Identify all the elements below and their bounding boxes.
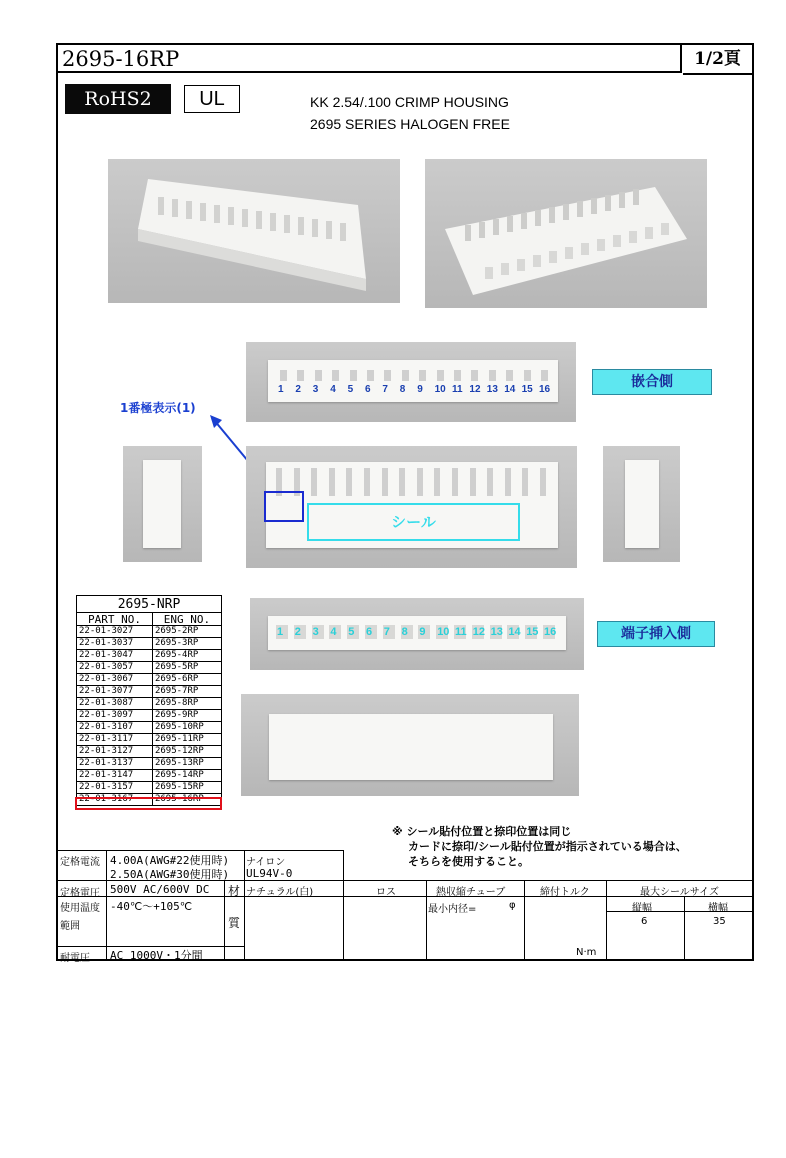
eng-no-cell: 2695-11RP	[152, 734, 221, 746]
shrink-min-diameter: 最小内径=	[428, 904, 477, 915]
terminal-side-label: 端子挿入側	[597, 621, 715, 647]
spec-line	[343, 850, 344, 960]
pin-slot	[489, 370, 496, 381]
pin-number-top: 8	[399, 384, 406, 395]
note-line-2: カードに捺印/シール貼付位置が指示されている場合は、	[408, 840, 687, 853]
note-line-3: そちらを使用すること。	[408, 855, 529, 868]
spec-line	[684, 896, 685, 960]
back-view-photo	[241, 694, 579, 796]
eng-no-cell: 2695-12RP	[152, 746, 221, 758]
material-2: UL94V-0	[246, 867, 293, 880]
pin-number-bottom: 15	[526, 626, 539, 638]
subtitle-line-2: 2695 SERIES HALOGEN FREE	[310, 116, 510, 132]
eng-no-cell: 2695-2RP	[152, 626, 221, 638]
col-shrink-tube: 熱収縮チューブ	[436, 887, 506, 898]
pin-slot	[541, 370, 548, 381]
col-eng-no: ENG NO.	[152, 613, 221, 626]
pin-number-top: 13	[486, 384, 498, 395]
col-height: 縦幅	[632, 903, 652, 914]
col-ross: ロス	[376, 887, 396, 898]
col-part-no: PART NO.	[77, 613, 153, 626]
eng-no-cell: 2695-6RP	[152, 674, 221, 686]
pin-number-bottom: 2	[294, 626, 301, 638]
seal-label: シール	[391, 513, 436, 531]
col-width: 横幅	[708, 903, 728, 914]
pin-number-bottom: 1	[277, 626, 284, 638]
pin-slot	[437, 370, 444, 381]
eng-no-cell: 2695-4RP	[152, 650, 221, 662]
pin-slot	[402, 370, 409, 381]
table-row	[77, 758, 222, 770]
table-row	[77, 710, 222, 722]
part-no-cell: 22-01-3087	[77, 698, 153, 710]
spec-line	[606, 911, 752, 912]
housing-slot	[382, 468, 388, 496]
col-max-seal-size: 最大シールサイズ	[640, 887, 719, 898]
housing-slot	[470, 468, 476, 496]
pin-number-top: 4	[330, 384, 336, 395]
part-no-cell: 22-01-3127	[77, 746, 153, 758]
table-row	[77, 626, 222, 638]
eng-no-cell: 2695-10RP	[152, 722, 221, 734]
housing-angled-right-drawing	[425, 159, 707, 308]
pin-number-bottom: 13	[490, 626, 503, 638]
housing-slot	[311, 468, 317, 496]
rated-current-2: 2.50A(AWG#30使用時)	[110, 868, 230, 881]
eng-no-cell: 2695-15RP	[152, 782, 221, 794]
part-no-cell: 22-01-3147	[77, 770, 153, 782]
table-row	[77, 746, 222, 758]
table-row	[77, 770, 222, 782]
part-no-cell: 22-01-3077	[77, 686, 153, 698]
spec-line	[606, 880, 607, 960]
temp-label-2: 範囲	[60, 921, 80, 932]
back-view-housing	[269, 714, 553, 780]
part-no-cell: 22-01-3057	[77, 662, 153, 674]
selected-part-highlight	[75, 797, 222, 810]
part-no-cell: 22-01-3037	[77, 638, 153, 650]
spec-line	[106, 850, 107, 960]
pin-number-bottom: 4	[330, 626, 337, 638]
spec-line	[426, 880, 427, 960]
part-no-cell: 22-01-3067	[77, 674, 153, 686]
table-row	[77, 734, 222, 746]
pin-number-top: 15	[521, 384, 533, 395]
part-no-cell: 22-01-3097	[77, 710, 153, 722]
pin-number-bottom: 5	[348, 626, 355, 638]
table-row	[77, 662, 222, 674]
eng-no-cell: 2695-13RP	[152, 758, 221, 770]
pin-number-top: 12	[469, 384, 481, 395]
pin-number-bottom: 14	[508, 626, 521, 638]
col-torque: 締付トルク	[540, 887, 590, 898]
pin-slot	[471, 370, 478, 381]
housing-slot	[452, 468, 458, 496]
mating-side-label: 嵌合側	[592, 369, 712, 395]
pin-number-top: 14	[504, 384, 516, 395]
pin-number-bottom: 8	[401, 626, 408, 638]
material-1: ナイロン	[246, 857, 286, 868]
pin-number-bottom: 11	[455, 626, 467, 638]
eng-no-cell: 2695-5RP	[152, 662, 221, 674]
pin-slot	[367, 370, 374, 381]
table-row	[77, 638, 222, 650]
shrink-phi: φ	[509, 900, 516, 911]
material-label-1: 材	[228, 884, 241, 898]
housing-slot	[346, 468, 352, 496]
housing-photo-angled-left	[108, 159, 400, 303]
pin-slot	[384, 370, 391, 381]
rated-current-label: 定格電流	[60, 857, 100, 868]
table-row	[77, 722, 222, 734]
table-row	[77, 650, 222, 662]
torque-unit: N·m	[576, 947, 597, 958]
pin-number-top: 1	[278, 384, 284, 395]
part-no-cell: 22-01-3157	[77, 782, 153, 794]
pin-slot	[350, 370, 357, 381]
rated-voltage: 500V AC/600V DC	[110, 883, 210, 896]
pin-number-bottom: 9	[419, 626, 426, 638]
spec-line	[58, 850, 344, 851]
pin-number-top: 3	[312, 384, 319, 395]
table-row	[77, 686, 222, 698]
eng-no-cell: 2695-9RP	[152, 710, 221, 722]
part-no-cell: 22-01-3117	[77, 734, 153, 746]
housing-photo-angled-right	[425, 159, 707, 308]
pin-number-bottom: 7	[383, 626, 390, 638]
pin-slot	[297, 370, 304, 381]
part-no-cell: 22-01-3047	[77, 650, 153, 662]
housing-slot	[329, 468, 335, 496]
eng-no-cell: 2695-7RP	[152, 686, 221, 698]
temp-label-1: 使用温度	[60, 903, 100, 914]
pin-slot	[524, 370, 531, 381]
pin-number-top: 2	[295, 384, 301, 395]
note-line-1: ※ シール貼付位置と捺印位置は同じ	[392, 825, 572, 838]
pin-number-top: 7	[382, 384, 388, 395]
width-value: 35	[713, 916, 726, 927]
pin-slot	[280, 370, 287, 381]
table-row	[77, 674, 222, 686]
eng-no-cell: 2695-14RP	[152, 770, 221, 782]
housing-slot	[505, 468, 511, 496]
housing-slot	[399, 468, 405, 496]
side-view-right-photo	[603, 446, 680, 562]
material-3: ナチュラル(白)	[246, 887, 314, 898]
pin-slot	[454, 370, 461, 381]
side-view-right-part	[625, 460, 659, 548]
withstand-value: AC 1000V・1分間	[110, 949, 203, 962]
pin-number-bottom: 3	[312, 626, 319, 638]
pin-number-bottom: 6	[366, 626, 373, 638]
mating-side-housing	[268, 360, 558, 402]
part-table-title: 2695-NRP	[77, 596, 222, 613]
part-no-cell: 22-01-3137	[77, 758, 153, 770]
ul-badge: UL	[184, 85, 240, 113]
side-view-left-part	[143, 460, 181, 548]
eng-no-cell: 2695-8RP	[152, 698, 221, 710]
spec-line	[224, 880, 225, 960]
pin1-highlight-box	[264, 491, 304, 522]
pin-number-top: 10	[434, 384, 446, 395]
pin-slot	[506, 370, 513, 381]
housing-slot	[522, 468, 528, 496]
table-row	[77, 782, 222, 794]
pin1-mark-label: 1番極表示(1)	[120, 401, 196, 415]
withstand-label: 耐電圧	[60, 953, 90, 964]
table-row	[77, 698, 222, 710]
pin-slot	[332, 370, 339, 381]
eng-no-cell: 2695-3RP	[152, 638, 221, 650]
part-no-cell: 22-01-3167	[77, 794, 153, 806]
pin-number-bottom: 10	[437, 626, 450, 638]
housing-slot	[540, 468, 546, 496]
pin-number-top: 5	[347, 384, 354, 395]
housing-slot	[364, 468, 370, 496]
pin-number-top: 6	[365, 384, 371, 395]
housing-slot	[434, 468, 440, 496]
spec-line	[524, 880, 525, 960]
housing-slot	[487, 468, 493, 496]
part-number-table	[76, 595, 222, 806]
rated-voltage-label: 定格電圧	[60, 888, 100, 899]
pin-number-bottom: 16	[544, 626, 557, 638]
pin-slot	[315, 370, 322, 381]
terminal-side-photo	[250, 598, 584, 670]
subtitle-line-1: KK 2.54/.100 CRIMP HOUSING	[310, 94, 509, 110]
pin-number-top: 9	[417, 384, 423, 395]
rated-current-1: 4.00A(AWG#22使用時)	[110, 854, 230, 867]
part-number-title: 2695-16RP	[58, 45, 682, 73]
part-no-cell: 22-01-3107	[77, 722, 153, 734]
spec-line	[244, 850, 245, 960]
housing-slot	[417, 468, 423, 496]
pin-slot	[419, 370, 426, 381]
material-label-2: 質	[228, 916, 241, 930]
side-view-left-photo	[123, 446, 202, 562]
temp-range: -40℃～+105℃	[110, 900, 193, 913]
page-indicator: 1/2頁	[683, 45, 752, 75]
pin-number-top: 11	[452, 384, 463, 395]
pin-number-bottom: 12	[472, 626, 486, 638]
housing-angled-left-drawing	[108, 159, 400, 303]
rohs-badge: RoHS2	[65, 84, 171, 114]
pin-number-top: 16	[539, 384, 551, 395]
height-value: 6	[641, 916, 648, 927]
eng-no-cell: 2695-16RP	[152, 794, 221, 806]
part-no-cell: 22-01-3027	[77, 626, 153, 638]
